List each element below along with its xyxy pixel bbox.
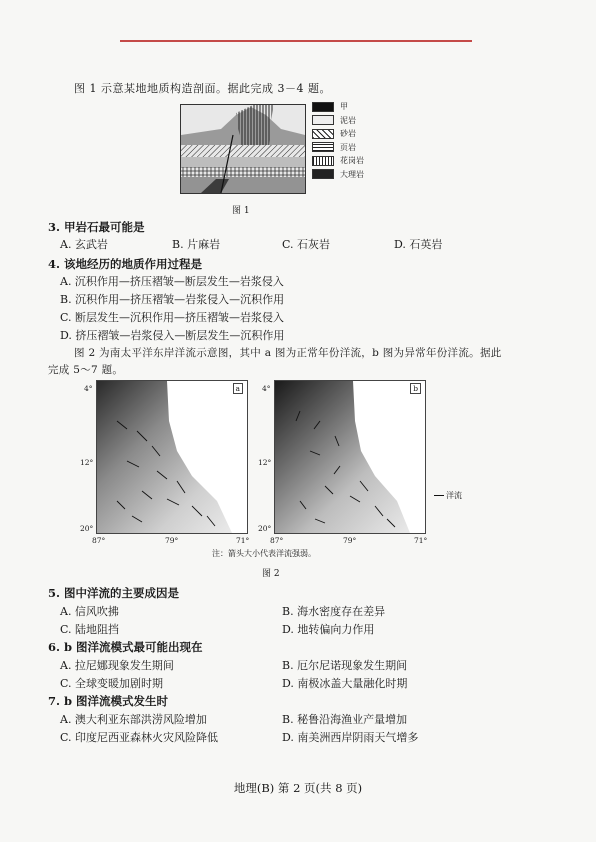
q6-option-c[interactable]: C. 全球变暖加剧时期 <box>60 677 164 690</box>
lat-label-a-20: 20° <box>80 524 94 533</box>
map-b-label: b <box>410 383 421 394</box>
q6-stem: 6. b 图洋流模式最可能出现在 <box>48 640 203 654</box>
lat-label-b-20: 20° <box>258 524 272 533</box>
current-map-b <box>274 380 426 534</box>
q4-option-c[interactable]: C. 断层发生—沉积作用—挤压褶皱—岩浆侵入 <box>60 311 285 324</box>
q5-option-c[interactable]: C. 陆地阻挡 <box>60 623 120 636</box>
q7-option-c[interactable]: C. 印度尼西亚森林火灾风险降低 <box>60 731 219 744</box>
legend-item <box>312 154 364 168</box>
geologic-section-svg <box>181 105 305 193</box>
q5-option-a[interactable]: A. 信风吹拂 <box>60 605 119 618</box>
q5-option-d[interactable]: D. 地转偏向力作用 <box>282 623 375 636</box>
header-rule <box>120 40 472 42</box>
legend-label: 甲 <box>340 102 348 112</box>
q4-option-a[interactable]: A. 沉积作用—挤压褶皱—断层发生—岩浆侵入 <box>60 275 284 288</box>
geologic-section-figure <box>180 104 306 194</box>
map-a-label: a <box>233 383 243 394</box>
fig1-intro: 图 1 示意某地地质构造剖面。据此完成 3－4 题。 <box>74 82 331 95</box>
legend-item <box>312 141 364 155</box>
legend-swatch <box>312 142 334 152</box>
q4-stem: 4. 该地经历的地质作用过程是 <box>48 257 203 271</box>
q3-option-c[interactable]: C. 石灰岩 <box>282 238 331 251</box>
page-footer: 地理(B) 第 2 页(共 8 页) <box>233 781 363 795</box>
legend-label: 花岗岩 <box>340 156 364 166</box>
q5-stem: 5. 图中洋流的主要成因是 <box>48 586 180 600</box>
lat-label-a-4: 4° <box>84 384 93 393</box>
q3-option-d[interactable]: D. 石英岩 <box>394 238 443 251</box>
lon-label-a-87: 87° <box>92 536 106 545</box>
legend-item <box>312 168 364 182</box>
q6-option-a[interactable]: A. 拉尼娜现象发生期间 <box>60 659 174 672</box>
legend-item <box>312 100 364 114</box>
fig2-caption: 图 2 <box>262 569 280 579</box>
current-map-a <box>96 380 248 534</box>
q6-option-d[interactable]: D. 南极冰盖大量融化时期 <box>282 677 408 690</box>
legend-label: 页岩 <box>340 142 356 152</box>
legend-swatch <box>312 156 334 166</box>
legend-swatch <box>312 129 334 139</box>
current-arrow-icon <box>434 495 444 496</box>
legend-swatch <box>312 102 334 112</box>
lon-label-a-71: 71° <box>236 536 250 545</box>
legend-item <box>312 114 364 128</box>
q7-option-a[interactable]: A. 澳大利亚东部洪涝风险增加 <box>60 713 207 726</box>
legend-swatch <box>312 115 334 125</box>
lat-label-a-12: 12° <box>80 458 94 467</box>
fig2-note: 注：箭头大小代表洋流强弱。 <box>212 549 316 558</box>
fig2-intro-line2: 完成 5～7 题。 <box>48 364 124 376</box>
fig1-caption: 图 1 <box>232 206 250 216</box>
legend-label: 砂岩 <box>340 129 356 139</box>
map-a-svg <box>97 381 247 533</box>
lon-label-b-71: 71° <box>414 536 428 545</box>
q6-option-b[interactable]: B. 厄尔尼诺现象发生期间 <box>282 659 408 672</box>
legend-swatch <box>312 169 334 179</box>
legend-item <box>312 127 364 141</box>
lon-label-b-87: 87° <box>270 536 284 545</box>
q4-option-d[interactable]: D. 挤压褶皱—岩浆侵入—断层发生—沉积作用 <box>60 329 285 342</box>
q3-option-a[interactable]: A. 玄武岩 <box>60 238 108 251</box>
map-b-svg <box>275 381 425 533</box>
fig2-legend <box>434 490 462 501</box>
lon-label-a-79: 79° <box>165 536 179 545</box>
q5-option-b[interactable]: B. 海水密度存在差异 <box>282 605 386 618</box>
q3-stem: 3. 甲岩石最可能是 <box>48 220 145 234</box>
fig2-legend-label: 洋流 <box>446 491 462 500</box>
fig1-legend <box>312 100 364 181</box>
lat-label-b-4: 4° <box>262 384 271 393</box>
q3-option-b[interactable]: B. 片麻岩 <box>172 238 221 251</box>
q4-option-b[interactable]: B. 沉积作用—挤压褶皱—岩浆侵入—沉积作用 <box>60 293 285 306</box>
fig2-intro-line1: 图 2 为南太平洋东岸洋流示意图，其中 a 图为正常年份洋流，b 图为异常年份洋流。据此 <box>74 347 502 359</box>
legend-label: 大理岩 <box>340 169 364 179</box>
q7-option-d[interactable]: D. 南美洲西岸阴雨天气增多 <box>282 731 419 744</box>
q7-stem: 7. b 图洋流模式发生时 <box>48 694 169 708</box>
legend-label: 泥岩 <box>340 115 356 125</box>
lat-label-b-12: 12° <box>258 458 272 467</box>
lon-label-b-79: 79° <box>343 536 357 545</box>
q7-option-b[interactable]: B. 秘鲁沿海渔业产量增加 <box>282 713 408 726</box>
